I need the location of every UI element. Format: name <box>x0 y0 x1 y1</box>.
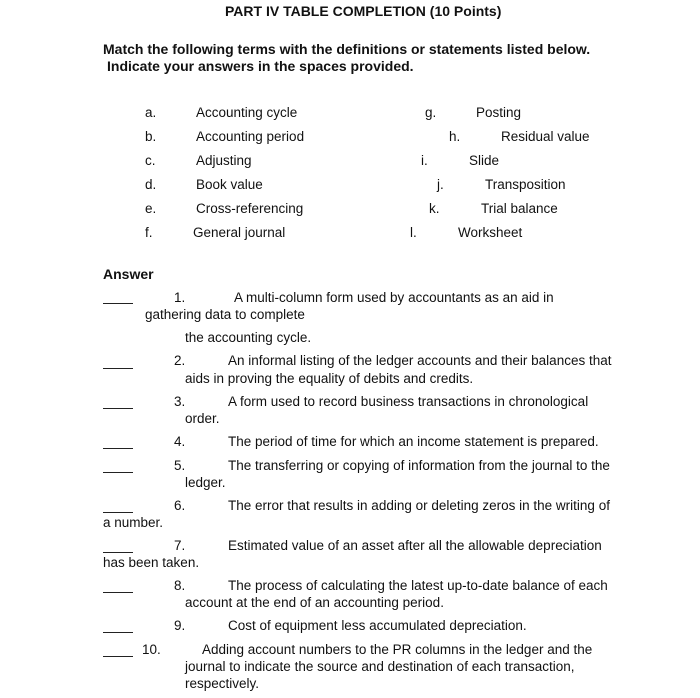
statement-text: respectively. <box>185 676 260 691</box>
answer-blank-3[interactable] <box>103 408 133 409</box>
term-letter: f. <box>145 225 153 240</box>
term-label: Accounting cycle <box>196 105 298 120</box>
answer-blank-10[interactable] <box>103 656 133 657</box>
statement-text: The process of calculating the latest up-to-date balance of each <box>228 578 608 593</box>
term-letter: k. <box>429 201 440 216</box>
term-letter: b. <box>145 129 157 144</box>
term-label: General journal <box>193 225 286 240</box>
answer-heading: Answer <box>103 266 154 282</box>
term-letter: c. <box>145 153 156 168</box>
term-letter: h. <box>449 129 461 144</box>
term-letter: e. <box>145 201 157 216</box>
answer-blank-6[interactable] <box>103 512 133 513</box>
statement-text: A multi-column form used by accountants as an aid in <box>234 290 554 305</box>
answer-blank-2[interactable] <box>103 368 133 369</box>
statement-text: a number. <box>103 515 164 530</box>
statement-number: 10. <box>142 642 161 657</box>
statement-number: 3. <box>174 394 186 409</box>
answer-blank-1[interactable] <box>103 303 133 304</box>
statement-text: The period of time for which an income statement is prepared. <box>228 434 599 449</box>
statement-text: Cost of equipment less accumulated depreciation. <box>228 618 527 633</box>
term-letter: d. <box>145 177 157 192</box>
term-label: Transposition <box>485 177 566 192</box>
statement-text: A form used to record business transactions in chronological <box>228 394 589 409</box>
term-label: Trial balance <box>481 201 558 216</box>
statement-text: has been taken. <box>103 555 200 570</box>
statement-number: 4. <box>174 434 186 449</box>
term-letter: i. <box>421 153 428 168</box>
statement-number: 5. <box>174 458 186 473</box>
term-label: Book value <box>196 177 263 192</box>
statement-text: An informal listing of the ledger accounts and their balances that <box>228 353 612 368</box>
term-label: Adjusting <box>196 153 252 168</box>
term-label: Accounting period <box>196 129 305 144</box>
statement-text: order. <box>185 411 220 426</box>
statement-text: ledger. <box>185 475 226 490</box>
statement-text: account at the end of an accounting period. <box>185 595 444 610</box>
term-letter: l. <box>410 225 417 240</box>
statement-number: 6. <box>174 498 186 513</box>
statement-text: journal to indicate the source and destination of each transaction, <box>185 659 575 674</box>
instructions-line-2: Indicate your answers in the spaces provided. <box>107 58 414 74</box>
statement-number: 2. <box>174 353 186 368</box>
term-letter: g. <box>425 105 437 120</box>
term-letter: j. <box>437 177 444 192</box>
answer-blank-7[interactable] <box>103 552 133 553</box>
term-letter: a. <box>145 105 157 120</box>
statement-number: 1. <box>174 290 186 305</box>
page-title: PART IV TABLE COMPLETION (10 Points) <box>225 3 502 19</box>
term-label: Residual value <box>501 129 590 144</box>
term-label: Slide <box>469 153 500 168</box>
statement-text: aids in proving the equality of debits and credits. <box>185 371 474 386</box>
instructions-line-1: Match the following terms with the definitions or statements listed below. <box>103 41 591 57</box>
answer-blank-8[interactable] <box>103 592 133 593</box>
statement-number: 7. <box>174 538 186 553</box>
answer-blank-4[interactable] <box>103 448 133 449</box>
answer-blank-5[interactable] <box>103 472 133 473</box>
statement-text: gathering data to complete <box>145 307 305 322</box>
statement-text: The error that results in adding or deleting zeros in the writing of <box>228 498 610 513</box>
answer-blank-9[interactable] <box>103 632 133 633</box>
term-label: Posting <box>476 105 522 120</box>
statement-text: Estimated value of an asset after all the allowable depreciation <box>228 538 602 553</box>
statement-number: 8. <box>174 578 186 593</box>
statement-text: The transferring or copying of information from the journal to the <box>228 458 610 473</box>
statement-text: the accounting cycle. <box>185 330 312 345</box>
statement-text: Adding account numbers to the PR columns in the ledger and the <box>202 642 593 657</box>
term-label: Worksheet <box>458 225 523 240</box>
term-label: Cross-referencing <box>196 201 304 216</box>
statement-number: 9. <box>174 618 186 633</box>
